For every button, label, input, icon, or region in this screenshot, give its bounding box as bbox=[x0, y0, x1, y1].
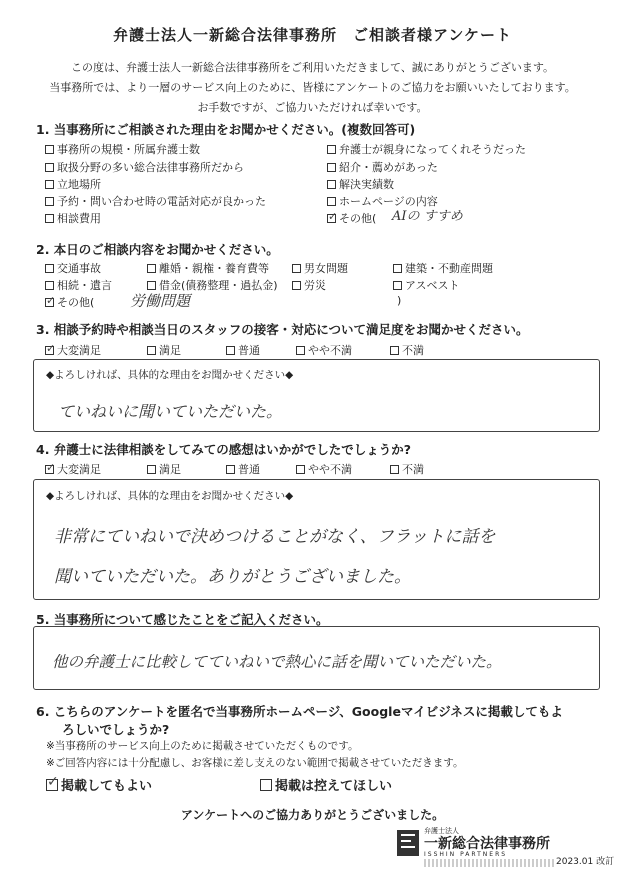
q4-option[interactable]: やや不満 bbox=[296, 461, 352, 477]
checkbox[interactable] bbox=[45, 145, 54, 154]
q2-option[interactable]: 相続・遺言 bbox=[45, 277, 112, 293]
q6-title-line-1: 6. こちらのアンケートを匿名で当事務所ホームページ、Googleマイビジネスに掲載してもよ bbox=[36, 704, 563, 719]
q2-option[interactable]: 男女問題 bbox=[292, 260, 348, 276]
q2-option[interactable]: 離婚・親権・養育費等 bbox=[147, 260, 269, 276]
checkbox[interactable] bbox=[45, 281, 54, 290]
q1-option[interactable]: 立地場所 bbox=[45, 176, 101, 192]
checkbox[interactable] bbox=[296, 346, 305, 355]
checkbox-checked[interactable] bbox=[45, 298, 54, 307]
checkbox[interactable] bbox=[393, 281, 402, 290]
q3-option[interactable]: 普通 bbox=[226, 342, 260, 358]
checkbox[interactable] bbox=[45, 180, 54, 189]
q2-title: 2. 本日のご相談内容をお聞かせください。 bbox=[36, 242, 279, 257]
q6-option-ok[interactable]: ✓ 掲載してもよい bbox=[46, 775, 152, 794]
checkbox-checked[interactable] bbox=[46, 779, 58, 791]
checkbox[interactable] bbox=[390, 346, 399, 355]
firm-logo-small: 弁護士法人 bbox=[424, 827, 459, 835]
intro-line-1: この度は、弁護士法人一新総合法律事務所をご利用いただきまして、誠にありがとうございます。 bbox=[71, 61, 554, 74]
firm-logo-name: 一新総合法律事務所 bbox=[424, 836, 550, 852]
checkbox[interactable] bbox=[147, 264, 156, 273]
q3-option[interactable]: 不満 bbox=[390, 342, 424, 358]
q4-title: 4. 弁護士に法律相談をしてみての感想はいかがでしたでしょうか? bbox=[36, 442, 412, 457]
intro-line-3: お手数ですが、ご協力いただければ幸いです。 bbox=[197, 101, 428, 114]
q1-option[interactable]: 解決実績数 bbox=[327, 176, 394, 192]
q1-other-handwriting[interactable]: AIの すすめ bbox=[392, 209, 463, 224]
q1-title: 1. 当事務所にご相談された理由をお聞かせください。(複数回答可) bbox=[36, 122, 416, 137]
q3-title: 3. 相談予約時や相談当日のスタッフの接客・対応について満足度をお聞かせください。 bbox=[36, 322, 529, 337]
q6-note-1: ※当事務所のサービス向上のために掲載させていただくものです。 bbox=[46, 740, 359, 752]
q2-option[interactable]: アスベスト bbox=[393, 277, 460, 293]
q5-answer-handwriting: 他の弁護士に比較してていねいで熱心に話を聞いていただいた。 bbox=[52, 653, 502, 671]
q4-option[interactable]: 普通 bbox=[226, 461, 260, 477]
q2-option[interactable]: 借金(債務整理・過払金) bbox=[147, 277, 278, 293]
intro-line-2: 当事務所では、より一層のサービス向上のために、皆様にアンケートのご協力をお願いいたしております。 bbox=[49, 81, 576, 94]
checkbox[interactable] bbox=[45, 264, 54, 273]
checkbox[interactable] bbox=[327, 163, 336, 172]
checkbox[interactable] bbox=[45, 197, 54, 206]
checkbox-checked[interactable] bbox=[327, 214, 336, 223]
q6-option-ng[interactable]: 掲載は控えてほしい bbox=[260, 775, 392, 794]
checkbox-checked[interactable] bbox=[45, 465, 54, 474]
checkbox[interactable] bbox=[260, 779, 272, 791]
checkbox[interactable] bbox=[393, 264, 402, 273]
q4-answer-handwriting-line-2: 聞いていただいた。ありがとうございました。 bbox=[54, 567, 411, 587]
q3-option[interactable]: やや不満 bbox=[296, 342, 352, 358]
q1-option[interactable]: 予約・問い合わせ時の電話対応が良かった bbox=[45, 193, 266, 209]
q3-option[interactable]: ✓ 大変満足 bbox=[45, 342, 101, 358]
checkbox[interactable] bbox=[292, 281, 301, 290]
q4-option[interactable]: ✓ 大変満足 bbox=[45, 461, 101, 477]
q4-answer-handwriting-line-1: 非常にていねいで決めつけることがなく、フラットに話を bbox=[54, 527, 496, 547]
q4-prompt: ◆よろしければ、具体的な理由をお聞かせください◆ bbox=[46, 490, 294, 502]
checkbox[interactable] bbox=[292, 264, 301, 273]
q2-option[interactable]: 交通事故 bbox=[45, 260, 101, 276]
q3-prompt: ◆よろしければ、具体的な理由をお聞かせください◆ bbox=[46, 369, 294, 381]
firm-logo-sub: ISSHIN PARTNERS bbox=[424, 851, 508, 858]
q6-title-line-2: ろしいでしょうか? bbox=[62, 722, 170, 737]
q1-option[interactable]: 相談費用 bbox=[45, 210, 101, 226]
q2-other-close: ) bbox=[397, 294, 402, 307]
firm-logo-icon bbox=[397, 830, 419, 856]
q1-option-other[interactable]: ✓ その他( bbox=[327, 210, 376, 226]
q1-option[interactable]: 弁護士が親身になってくれそうだった bbox=[327, 141, 526, 157]
checkbox[interactable] bbox=[390, 465, 399, 474]
checkbox[interactable] bbox=[327, 180, 336, 189]
checkbox[interactable] bbox=[226, 346, 235, 355]
q2-option-other[interactable]: ✓ その他( bbox=[45, 294, 94, 310]
form-title: 弁護士法人一新総合法律事務所 ご相談者様アンケート bbox=[112, 26, 513, 44]
q4-option[interactable]: 不満 bbox=[390, 461, 424, 477]
checkbox[interactable] bbox=[327, 145, 336, 154]
checkbox[interactable] bbox=[226, 465, 235, 474]
checkbox[interactable] bbox=[147, 281, 156, 290]
q1-option[interactable]: 紹介・薦めがあった bbox=[327, 159, 438, 175]
thanks-message: アンケートへのご協力ありがとうございました。 bbox=[180, 808, 445, 822]
firm-logo-fineprint bbox=[424, 859, 554, 867]
q2-option[interactable]: 労災 bbox=[292, 277, 326, 293]
q2-other-handwriting[interactable]: 労働問題 bbox=[130, 292, 191, 310]
checkbox-checked[interactable] bbox=[45, 346, 54, 355]
q2-option[interactable]: 建築・不動産問題 bbox=[393, 260, 493, 276]
q1-option[interactable]: ホームページの内容 bbox=[327, 193, 438, 209]
checkbox[interactable] bbox=[45, 214, 54, 223]
q1-option[interactable]: 事務所の規模・所属弁護士数 bbox=[45, 141, 200, 157]
q5-title: 5. 当事務所について感じたことをご記入ください。 bbox=[36, 612, 329, 627]
checkbox[interactable] bbox=[147, 346, 156, 355]
checkbox[interactable] bbox=[327, 197, 336, 206]
checkbox[interactable] bbox=[45, 163, 54, 172]
q3-option[interactable]: 満足 bbox=[147, 342, 181, 358]
revision-date: 2023.01 改訂 bbox=[556, 857, 615, 867]
q6-note-2: ※ご回答内容には十分配慮し、お客様に差し支えのない範囲で掲載させていただきます。 bbox=[46, 757, 464, 769]
q3-answer-handwriting: ていねいに聞いていただいた。 bbox=[58, 402, 283, 421]
q4-option[interactable]: 満足 bbox=[147, 461, 181, 477]
checkbox[interactable] bbox=[147, 465, 156, 474]
checkbox[interactable] bbox=[296, 465, 305, 474]
q1-option[interactable]: 取扱分野の多い総合法律事務所だから bbox=[45, 159, 244, 175]
